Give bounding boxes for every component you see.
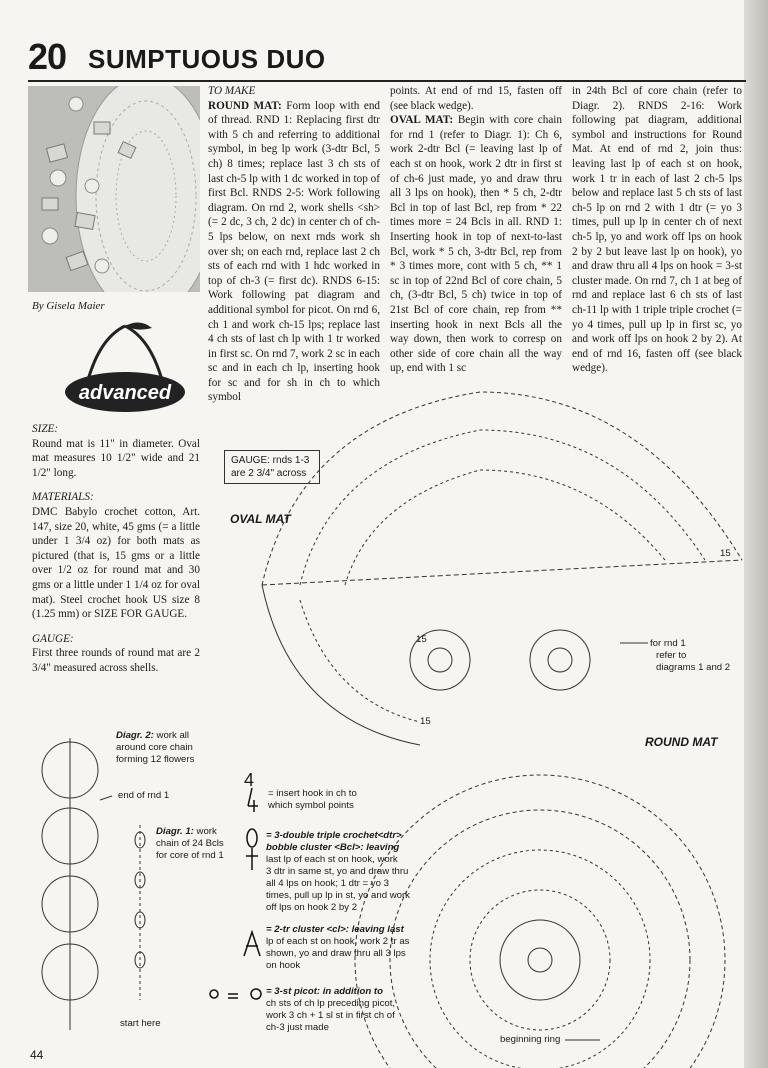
oval-mat-label: OVAL MAT — [230, 512, 291, 526]
insert-hook-icon — [248, 788, 258, 812]
refer-to-label: refer to — [656, 650, 687, 661]
col3-text1: points. At end of rnd 15, fasten off (see black wedge). — [390, 85, 562, 112]
to-make-heading: TO MAKE — [208, 85, 256, 97]
legend-picot-line4: ch-3 just made — [266, 1022, 329, 1033]
picot-icon — [210, 989, 261, 999]
legend-bobble-line5: all 4 lps on hook; 1 dtr = yo 3 — [266, 878, 389, 889]
diagr1-chain — [135, 825, 145, 1000]
diagr1-text1: work — [196, 826, 217, 837]
materials-text: DMC Babylo crochet cotton, Art. 147, size 20, white, 45 gms (= a little under 1 3/4 oz) for both mats as pictured (that is, 15 gms or a little over 1/2 oz for round mat and 30 gms or a little under 1 1/4 oz for oval mat). Steel crochet hook US size 8 (1.25 mm) or SIZE FOR GAUGE. — [32, 505, 200, 621]
pattern-number: 20 — [28, 36, 67, 77]
diagr2-title: Diagr. 2: — [116, 730, 154, 741]
diagr1-title: Diagr. 1: — [156, 826, 194, 837]
oval-mat-text: Begin with core chain for rnd 1 (refer to Diagr. 1): Ch 6, work 2-dtr Bcl (= leaving last lp of each st on hook, work 2 dtr in first st of ch-6 just made, yo and draw thru all 3 lps on hook), then * 5 ch, 2-dtr Bcl in top of last Bcl, rep from * 22 times more = 24 Bcls in all. RND 1: Inserting hook in top of next-to-last Bcl, work * 5 ch, 3-dtr Bcl, rep from * 3 times more, cont with 5 ch, ** 1 sc in top of 22nd Bcl of core chain, 5 ch, (3-dtr Bcl, 5 ch) twice in top of 21st Bcl of core chain, rep from ** inserting hook in next Bcls all the way down, then work to corresp on other side of core chain all the way up, end with 1 sc — [390, 114, 562, 375]
gauge-box-line2: are 2 3/4" across — [231, 468, 307, 479]
legend-number: 4 — [244, 770, 255, 790]
legend-cluster-line1: = 2-tr cluster <cl>: leaving last — [266, 924, 404, 935]
size-heading: SIZE: — [32, 423, 59, 435]
legend-bobble-line2: bobble cluster <Bcl>: leaving — [266, 842, 400, 853]
diagr2-text1: work all — [156, 730, 190, 741]
oval-mat-outline — [262, 392, 742, 585]
diagr2-text3: forming 12 flowers — [116, 754, 195, 765]
legend-picot-line2: ch sts of ch lp preceding picot, — [266, 998, 396, 1009]
diagr2-chain — [42, 738, 98, 1030]
for-rnd1-label: for rnd 1 — [650, 638, 686, 649]
gauge-box-line1: GAUGE: rnds 1-3 — [231, 455, 310, 466]
badge-label: advanced — [78, 382, 172, 404]
legend-insert-hook — [268, 788, 418, 812]
legend-bobble — [266, 830, 446, 914]
byline: By Gisela Maier — [32, 300, 105, 312]
gauge-text: First three rounds of round mat are 2 3/4" measured across shells. — [32, 647, 200, 674]
end-rnd1-leader — [100, 796, 112, 800]
round-number-15b: 15 — [420, 716, 431, 727]
tr-cluster-icon — [244, 932, 260, 956]
start-here-label: start here — [120, 1018, 161, 1029]
legend-cluster-line4: on hook — [266, 960, 301, 971]
diagr1-text3: for core of rnd 1 — [156, 850, 224, 861]
legend-insert-line1: = insert hook in ch to — [268, 788, 357, 799]
round-mat-text: Form loop with end of thread. RND 1: Replacing first dtr with 5 ch and referring to additional symbol, in beg lp work (3-dtr Bcl, 5 ch) 8 times; replace last 3 ch sts of last ch-5 lp with 1 dc worked in top of first Bcl. RNDS 2-5: Work following diagram. On rnd 2, work shells <sh> (= 2 dc, 3 ch, 2 dc) in center ch of ch-5 lps below, on next rnds work sh over sh; on each rnd, replace last 2 ch sts of each rnd with 1 hdc worked in top of ch-3 (= first dc). RNDS 6-15: Work following pat diagram and additional symbol for picot. On rnd 6, ch 1 and work ch-15 lps; replace last 4 ch sts of last ch lp with 1 tr worked in first sc. On rnd 7, work 2 sc in each sc and in each ch lp, inserting hook for sc and for sh in ch to which symbol — [208, 99, 381, 404]
page-title: SUMPTUOUS DUO — [88, 44, 326, 74]
diagr2-text2: around core chain — [116, 742, 193, 753]
round-mat-heading: ROUND MAT: — [208, 99, 282, 112]
legend-cluster-line2: lp of each st on hook, work 2 tr as — [266, 936, 410, 947]
legend-picot-line1: = 3-st picot: in addition to — [266, 986, 383, 997]
round-number-15a: 15 — [416, 634, 427, 645]
round-mat-label: ROUND MAT — [645, 735, 718, 749]
diagr1-text2: chain of 24 Bcls — [156, 838, 224, 849]
legend-cluster-line3: shown, yo and draw thru all 3 lps — [266, 948, 406, 959]
diagr1-caption — [156, 826, 252, 862]
gauge-heading: GAUGE: — [32, 632, 74, 645]
legend-bobble-line1: = 3-double triple crochet<dtr> — [266, 830, 402, 841]
round-number-15c: 15 — [720, 548, 731, 559]
legend-bobble-line3: last lp of each st on hook, work — [266, 854, 398, 865]
legend-picot-line3: work 3 ch + 1 sl st in first ch of — [266, 1010, 395, 1021]
legend-bobble-line4: 3 dtr in same st, yo and draw thru — [266, 866, 409, 877]
oval-core-flowers — [410, 630, 590, 690]
size-text: Round mat is 11" in diameter. Oval mat measures 10 1/2" wide and 21 1/2" long. — [32, 437, 200, 479]
col4-text: in 24th Bcl of core chain (refer to Diagr. 2). RNDS 2-16: Work following pat diagram, additional symbol and instructions for Round Mat. At end of rnd 2, join thus: leaving last lp of each st on hook, work 1 tr in each of last 2 ch-5 lps below and replace last 5 ch sts of last ch-5 lp on rnd 2 with 1 dtr (= yo 3 times, pull up lp in center ch of next ch-5 lp, yo and work off lps on hook 2 by 2 but leave last lp on hook), yo and draw thru all 4 lps on hook = 3-st cluster made. On rnd 7, ch 1 at beg of rnd and replace last 6 ch sts of last ch-11 lp with 1 triple triple crochet (= yo 4 times, pull up lp in first sc, yo and work off lps on hook 2 by 2). At end of rnd 16, fasten off (see black wedge). — [572, 85, 742, 375]
legend-bobble-line7: off lps on hook 2 by 2 — [266, 902, 358, 913]
diagr2-caption — [116, 730, 216, 766]
legend-insert-line2: which symbol points — [268, 800, 354, 811]
legend-bobble-line6: times, pull up lp in st, yo and work — [266, 890, 410, 901]
oval-mat-heading: OVAL MAT: — [390, 114, 454, 127]
beginning-ring-label: beginning ring — [500, 1034, 561, 1045]
legend-picot — [266, 986, 436, 1034]
diagrams-label: diagrams 1 and 2 — [656, 662, 731, 673]
legend-tr-cluster — [266, 924, 436, 972]
end-rnd1-label: end of rnd 1 — [118, 790, 170, 801]
page-number: 44 — [30, 1048, 44, 1062]
materials-heading: MATERIALS: — [32, 491, 94, 504]
